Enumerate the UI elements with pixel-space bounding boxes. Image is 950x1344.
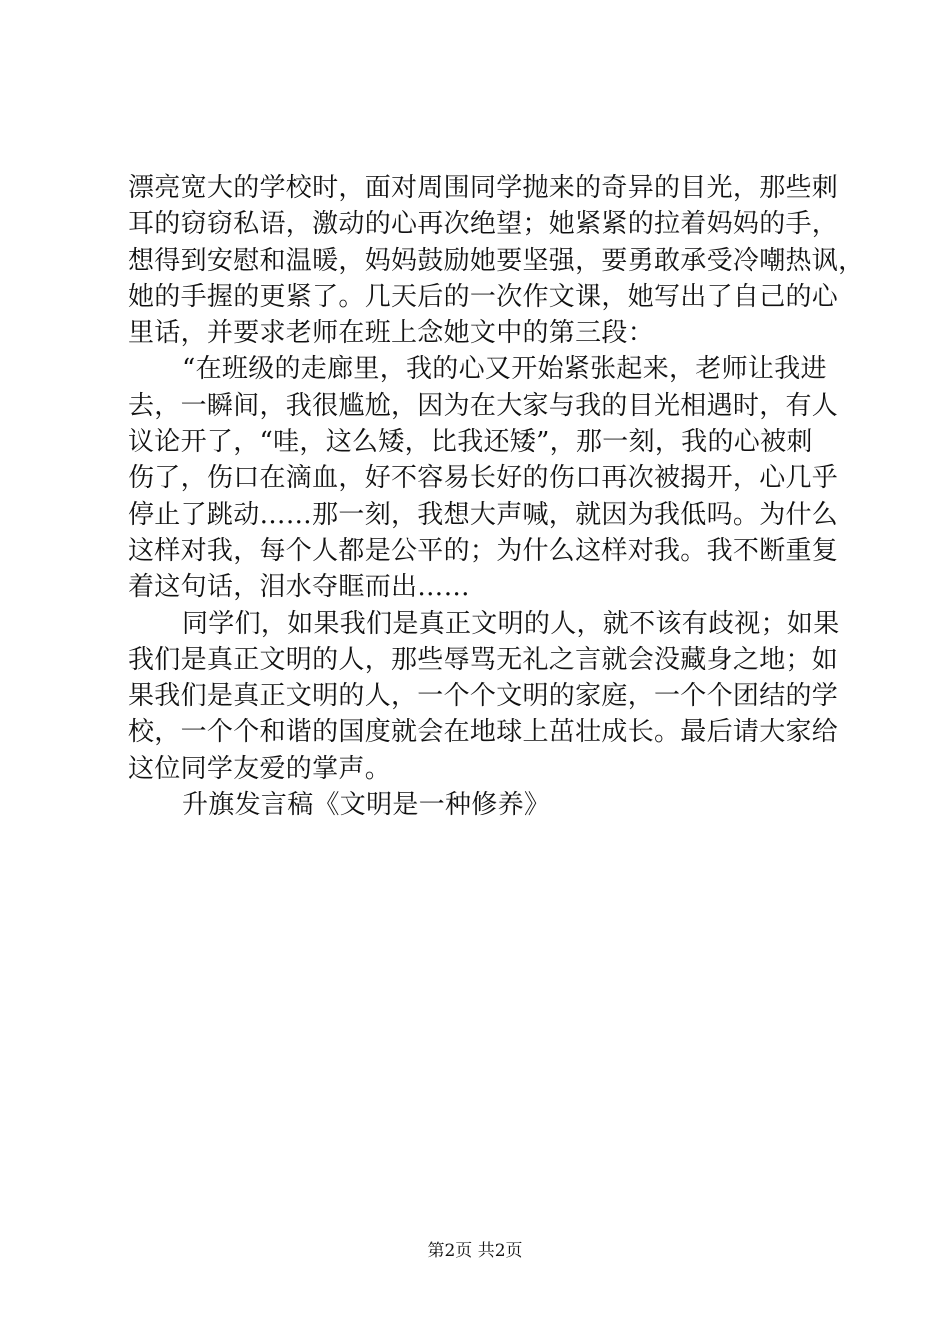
text-line: 升旗发言稿《文明是一种修养》 — [182, 790, 551, 821]
text-line: 里话，并要求老师在班上念她文中的第三段： — [128, 318, 655, 349]
text-line: 耳的窃窃私语，激动的心再次绝望；她紧紧的拉着妈妈的手， — [128, 209, 839, 240]
text-line: “在班级的走廊里，我的心又开始紧张起来，老师让我进 — [182, 354, 827, 385]
text-line: 去，一瞬间，我很尴尬，因为在大家与我的目光相遇时，有人 — [128, 390, 839, 421]
text-line: 漂亮宽大的学校时，面对周围同学抛来的奇异的目光，那些刺 — [128, 173, 839, 203]
text-line: 她的手握的更紧了。几天后的一次作文课，她写出了自己的心 — [128, 281, 839, 312]
text-line: 同学们，如果我们是真正文明的人，就不该有歧视；如果 — [182, 608, 840, 639]
text-line: 这样对我，每个人都是公平的；为什么这样对我。我不断重复 — [128, 535, 839, 566]
text-line: 这位同学友爱的掌声。 — [128, 753, 392, 784]
text-line: 果我们是真正文明的人，一个个文明的家庭，一个个团结的学 — [128, 681, 839, 712]
text-line: 校，一个个和谐的国度就会在地球上茁壮成长。最后请大家给 — [128, 717, 839, 748]
text-line: 议论开了，“哇，这么矮，比我还矮”，那一刻，我的心被刺 — [128, 427, 813, 458]
text-line: 着这句话，泪水夺眶而出…… — [128, 572, 470, 603]
text-line: 伤了，伤口在滴血，好不容易长好的伤口再次被揭开，心几乎 — [128, 463, 839, 494]
document-body — [128, 170, 865, 823]
text-line: 我们是真正文明的人，那些辱骂无礼之言就会没藏身之地；如 — [128, 644, 839, 675]
text-line: 想得到安慰和温暖，妈妈鼓励她要坚强，要勇敢承受冷嘲热讽， — [128, 245, 865, 276]
text-line: 停止了跳动……那一刻，我想大声喊，就因为我低吗。为什么 — [128, 499, 839, 530]
page-number-footer: 第2页 共2页 — [427, 1241, 523, 1261]
